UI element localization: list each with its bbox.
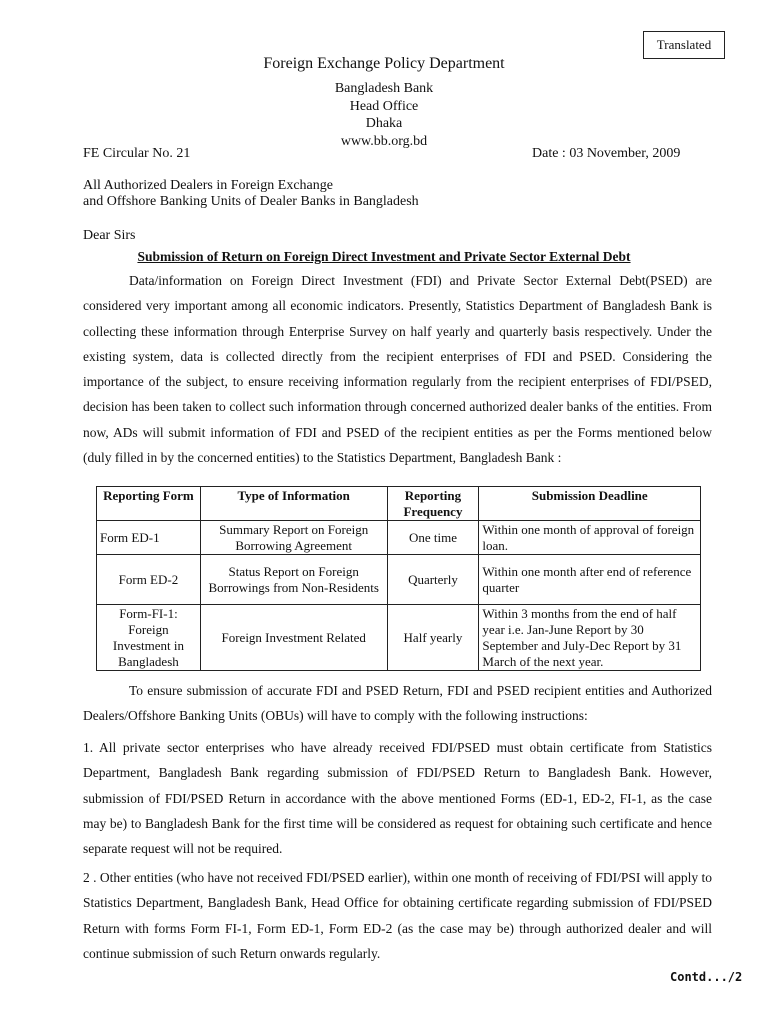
cell-type: Summary Report on Foreign Borrowing Agreement	[200, 521, 387, 555]
recipients-line-1: All Authorized Dealers in Foreign Exchange	[83, 178, 333, 193]
table-row	[97, 605, 701, 671]
circular-number: FE Circular No. 21	[83, 146, 191, 161]
bank-name: Bangladesh Bank	[334, 81, 434, 96]
intro-paragraph	[83, 268, 712, 470]
cell-type: Foreign Investment Related	[200, 605, 387, 671]
reporting-forms-table	[96, 486, 701, 671]
recipients-line-2: and Offshore Banking Units of Dealer Banks in Bangladesh	[83, 194, 419, 209]
continued-marker: Contd.../2	[670, 970, 743, 984]
cell-frequency: One time	[387, 521, 479, 555]
department-title: Foreign Exchange Policy Department	[263, 55, 505, 72]
cell-form: Form ED-1	[97, 521, 201, 555]
instruction-2: 2 . Other entities (who have not received FDI/PSED earlier), within one month of receiving of FDI/PSI will apply to Statistics Department, Bangladesh Bank, Head Office for obtaining certificate regarding submission of FDI/PSED Return with forms Form FI-1, Form ED-1, Form ED-2 (as the case may be) through authorized dealer and will continue submission of such Return onwards regularly.	[83, 870, 712, 961]
instruction-1: 1. All private sector enterprises who have already received FDI/PSED must obtain certificate from Statistics Department, Bangladesh Bank regarding submission of FDI/PSED Return to Bangladesh Bank. However, submission of FDI/PSED Return in accordance with the above mentioned Forms (ED-1, ED-2, FI-1, as the case may be) to Bangladesh Bank for the first time will be considered as request for obtaining such certificate and hence separate request will not be required.	[83, 740, 712, 857]
cell-deadline: Within one month of approval of foreign loan.	[479, 521, 701, 555]
cell-type: Status Report on Foreign Borrowings from Non-Residents	[200, 555, 387, 605]
header-submission-deadline: Submission Deadline	[479, 487, 701, 521]
header-type-of-information: Type of Information	[200, 487, 387, 521]
table-header-row	[97, 487, 701, 521]
cell-deadline: Within 3 months from the end of half year i.e. Jan-June Report by 30 September and July-Dec Report by 31 March of the next year.	[479, 605, 701, 671]
header-reporting-frequency: Reporting Frequency	[387, 487, 479, 521]
instructions-intro-paragraph	[83, 678, 712, 729]
translated-stamp: Translated	[643, 31, 725, 59]
instructions-intro-text: To ensure submission of accurate FDI and PSED Return, FDI and PSED recipient entities and Authorized Dealers/Offshore Banking Units (OBUs) will have to comply with the following instructions:	[83, 683, 712, 724]
intro-paragraph-text: Data/information on Foreign Direct Investment (FDI) and Private Sector External Debt(PSED) are considered very important among all economic indicators. Presently, Statistics Department of Bangladesh Bank is collecting these information through Enterprise Survey on half yearly and quarterly basis respectively. Under the existing system, data is collected directly from the recipient enterprises of FDI and PSED. Considering the importance of the subject, to ensure receiving information regularly from the recipient enterprises of FDI/PSED, decision has been taken to collect such information through concerned authorized dealer banks of the entities. From now, ADs will submit information of FDI and PSED of the recipient entities as per the Forms mentioned below (duly filled in by the concerned entities) to the Statistics Department, Bangladesh Bank :	[83, 273, 712, 466]
circular-date: Date : 03 November, 2009	[532, 146, 681, 161]
cell-frequency: Half yearly	[387, 605, 479, 671]
office-name: Head Office	[349, 99, 419, 114]
header-reporting-form: Reporting Form	[97, 487, 201, 521]
website-link[interactable]: www.bb.org.bd	[340, 134, 428, 149]
cell-deadline: Within one month after end of reference quarter	[479, 555, 701, 605]
city-name: Dhaka	[365, 116, 403, 131]
cell-form: Form ED-2	[97, 555, 201, 605]
cell-frequency: Quarterly	[387, 555, 479, 605]
salutation: Dear Sirs	[83, 228, 136, 243]
table-row	[97, 555, 701, 605]
table-row	[97, 521, 701, 555]
subject-heading: Submission of Return on Foreign Direct Investment and Private Sector External Debt	[137, 249, 631, 264]
cell-form: Form-FI-1: Foreign Investment in Bangladesh	[97, 605, 201, 671]
